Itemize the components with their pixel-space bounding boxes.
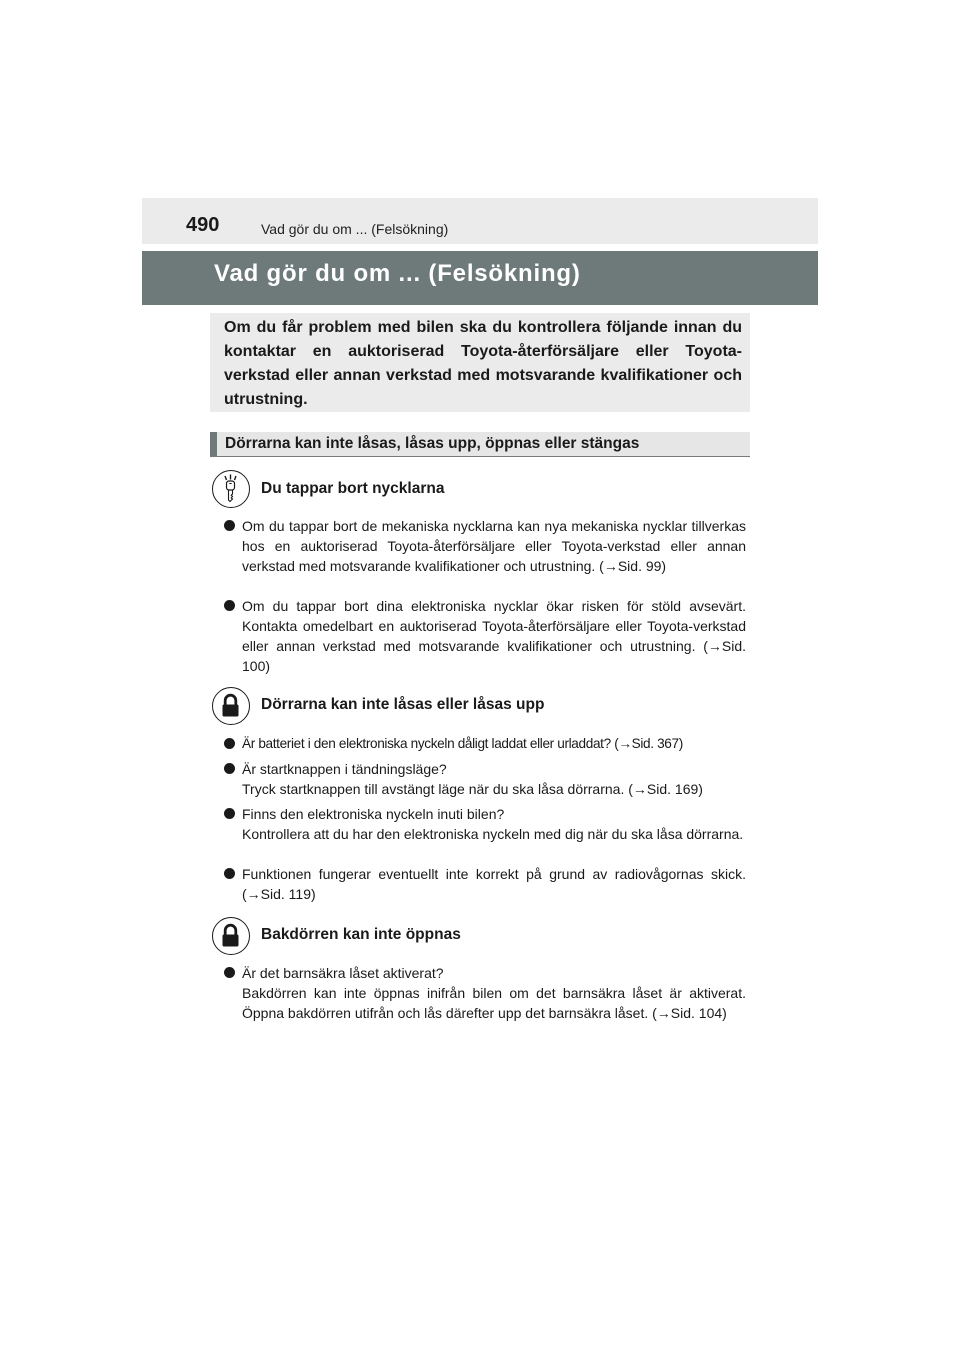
list-item-answer: Tryck startknappen till avstängt läge när du ska låsa dörrarna. (→Sid. 169) bbox=[242, 781, 703, 797]
list-item-text: Om du tappar bort dina elektroniska nycklar ökar risken för stöld avsevärt. Kontakta omedelbart en auktoriserad Toyota-återförsäljare eller Toyota-verkstad eller annan verkstad med motsvarande kvalifikationer och utrustning. (→Sid. 100) bbox=[242, 598, 746, 674]
list-item bbox=[224, 759, 746, 799]
list-item-answer: Bakdörren kan inte öppnas inifrån bilen om det barnsäkra låset är aktiverat. Öppna bakdörren utifrån och lås därefter upp det barnsäkra låset. (→Sid. 104) bbox=[242, 985, 746, 1021]
list-item bbox=[224, 963, 746, 1023]
list-item bbox=[224, 734, 746, 754]
list-item bbox=[224, 864, 746, 904]
list-item bbox=[224, 596, 746, 676]
bullet-icon bbox=[224, 738, 235, 749]
section-heading-text: Dörrarna kan inte låsas, låsas upp, öppnas eller stängas bbox=[225, 435, 640, 452]
list-item-text: Funktionen fungerar eventuellt inte korrekt på grund av radiovågornas skick. (→Sid. 119) bbox=[242, 866, 746, 902]
bullet-icon bbox=[224, 808, 235, 819]
bullet-icon bbox=[224, 520, 235, 531]
list-item-text: Om du tappar bort de mekaniska nycklarna kan nya mekaniska nycklar tillverkas hos en auktoriserad Toyota-återförsäljare eller Toyota-verkstad eller annan verkstad med motsvarande kvalifikationer och utrustning. (→Sid. 99) bbox=[242, 518, 746, 574]
bullet-icon bbox=[224, 763, 235, 774]
list-item-question: Är startknappen i tändningsläge? bbox=[242, 761, 447, 777]
running-header bbox=[142, 198, 818, 244]
intro-box bbox=[210, 313, 750, 412]
sub-heading-lost-keys: Du tappar bort nycklarna bbox=[261, 480, 445, 497]
intro-text: Om du får problem med bilen ska du kontrollera följande innan du kontaktar en auktoriserad Toyota-återförsäljare eller Toyota-verkstad eller annan verkstad med motsvarande kvalifikationer och utrustning. bbox=[224, 319, 742, 408]
list-item-question: Finns den elektroniska nyckeln inuti bilen? bbox=[242, 806, 505, 822]
bullet-icon bbox=[224, 967, 235, 978]
list-item bbox=[224, 804, 746, 844]
lock-icon bbox=[212, 687, 250, 725]
bullet-icon bbox=[224, 600, 235, 611]
key-icon bbox=[212, 470, 250, 508]
sub-heading-rear-door: Bakdörren kan inte öppnas bbox=[261, 926, 461, 943]
lock-icon bbox=[212, 917, 250, 955]
section-heading bbox=[210, 432, 750, 457]
page-title: Vad gör du om ... (Felsökning) bbox=[214, 260, 581, 287]
list-item-answer: Kontrollera att du har den elektroniska nyckeln med dig när du ska låsa dörrarna. bbox=[242, 826, 744, 842]
bullet-icon bbox=[224, 868, 235, 879]
list-item-text: Är batteriet i den elektroniska nyckeln dåligt laddat eller urladdat? (→Sid. 367) bbox=[242, 736, 683, 751]
list-item bbox=[224, 516, 746, 576]
sub-heading-doors-lock: Dörrarna kan inte låsas eller låsas upp bbox=[261, 696, 545, 713]
page-number: 490 bbox=[186, 214, 220, 236]
list-item-question: Är det barnsäkra låset aktiverat? bbox=[242, 965, 444, 981]
running-head: Vad gör du om ... (Felsökning) bbox=[261, 221, 449, 237]
section-heading-accent bbox=[210, 432, 217, 456]
